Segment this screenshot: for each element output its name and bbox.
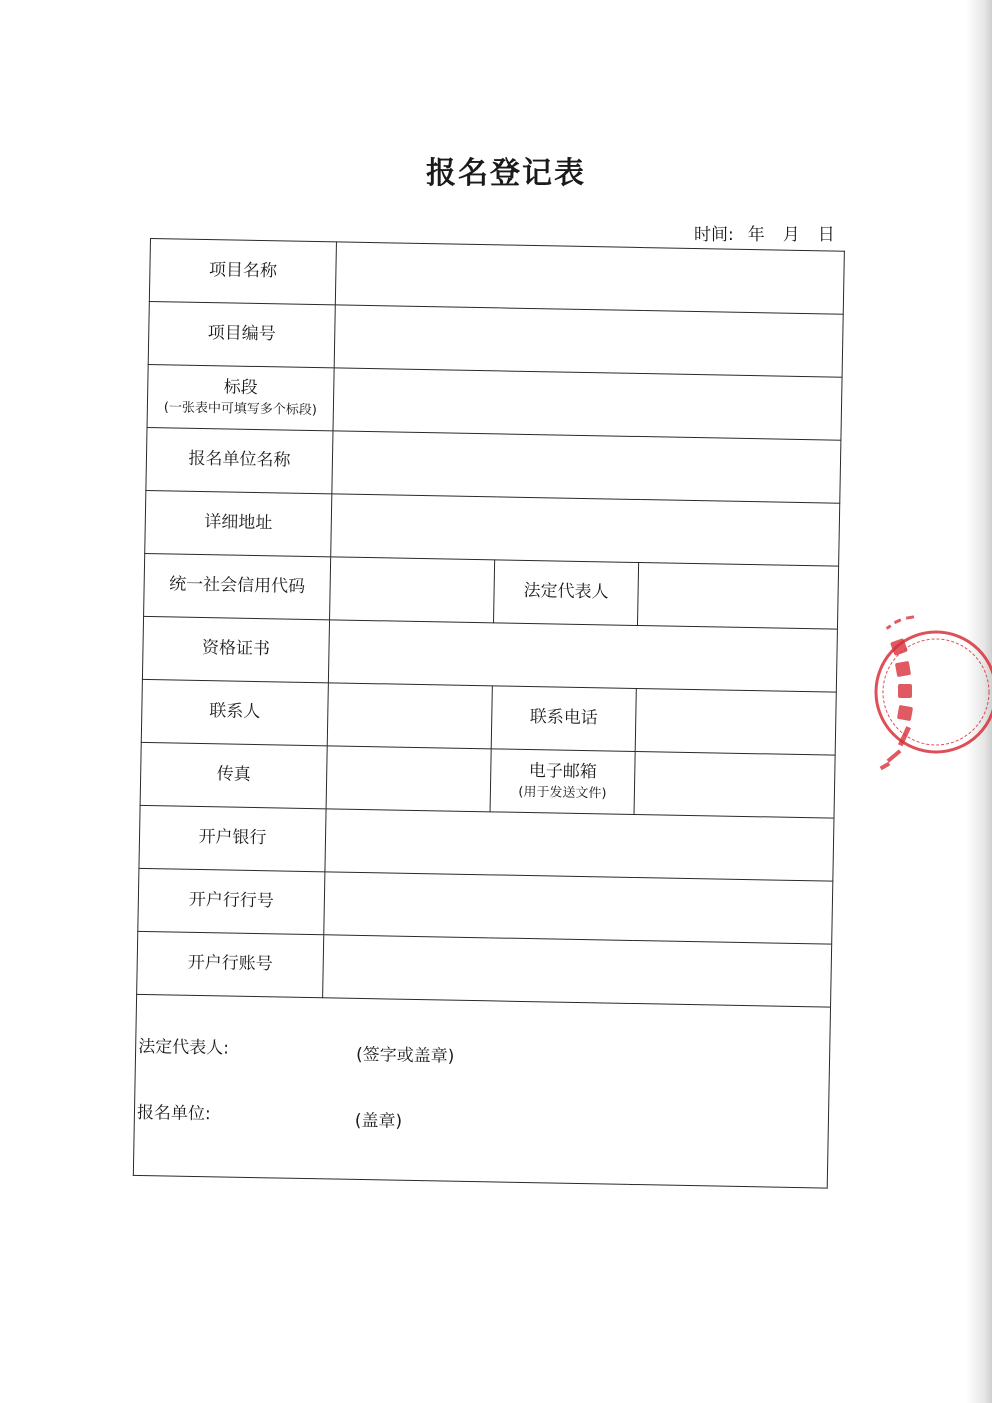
- project-name-label: 项目名称: [149, 239, 336, 305]
- unit-sign-note: (盖章): [354, 1110, 403, 1132]
- applicant-name-field[interactable]: [332, 431, 841, 503]
- unit-sign-row: [136, 1102, 403, 1132]
- fax-field[interactable]: [326, 746, 491, 812]
- date-label: 时间:: [694, 225, 734, 245]
- address-label: 详细地址: [145, 490, 332, 556]
- bank-label: 开户银行: [139, 805, 326, 871]
- certificate-field[interactable]: [328, 620, 837, 692]
- registration-form: [132, 238, 843, 1206]
- project-number-label: 项目编号: [148, 301, 335, 367]
- signature-area: [133, 994, 830, 1188]
- address-field[interactable]: [331, 494, 840, 566]
- legal-rep-label: 法定代表人: [494, 560, 639, 626]
- section-note: (一张表中可填写多个标段): [163, 400, 318, 419]
- bank-code-field[interactable]: [324, 872, 833, 944]
- email-note: (用于发送文件): [518, 784, 607, 802]
- official-seal-stamp: [872, 604, 992, 784]
- date-line: [694, 220, 835, 245]
- fax-label: 传真: [140, 742, 327, 808]
- legal-rep-field[interactable]: [637, 563, 838, 630]
- bank-field[interactable]: [325, 809, 834, 881]
- applicant-name-label: 报名单位名称: [146, 427, 333, 493]
- project-name-field[interactable]: [335, 242, 844, 314]
- contact-label: 联系人: [141, 679, 328, 745]
- credit-code-label: 统一社会信用代码: [144, 553, 331, 619]
- signature-row: [133, 994, 830, 1188]
- email-label: 电子邮箱: [528, 760, 597, 783]
- unit-sign-label: 报名单位:: [136, 1102, 211, 1125]
- date-month: 月: [782, 225, 800, 245]
- section-field[interactable]: [333, 368, 842, 440]
- contact-field[interactable]: [327, 683, 492, 749]
- credit-code-field[interactable]: [330, 557, 495, 623]
- project-number-field[interactable]: [334, 305, 843, 377]
- page-title: 报名登记表: [426, 156, 586, 191]
- date-year: 年: [747, 225, 765, 245]
- registration-table: [133, 238, 845, 1189]
- email-label-cell: [490, 749, 635, 815]
- legal-rep-sign-note: (签字或盖章): [355, 1044, 455, 1067]
- bank-account-field[interactable]: [323, 935, 832, 1007]
- phone-field[interactable]: [635, 688, 836, 755]
- legal-rep-sign-row: [137, 1036, 455, 1067]
- section-label-cell: [147, 364, 334, 430]
- section-label: 标段: [223, 377, 258, 398]
- bank-code-label: 开户行行号: [138, 868, 325, 934]
- phone-label: 联系电话: [491, 686, 636, 752]
- certificate-label: 资格证书: [142, 616, 329, 682]
- legal-rep-sign-label: 法定代表人:: [137, 1036, 230, 1059]
- date-day: 日: [817, 225, 835, 245]
- email-field[interactable]: [634, 751, 835, 818]
- bank-account-label: 开户行账号: [137, 931, 324, 997]
